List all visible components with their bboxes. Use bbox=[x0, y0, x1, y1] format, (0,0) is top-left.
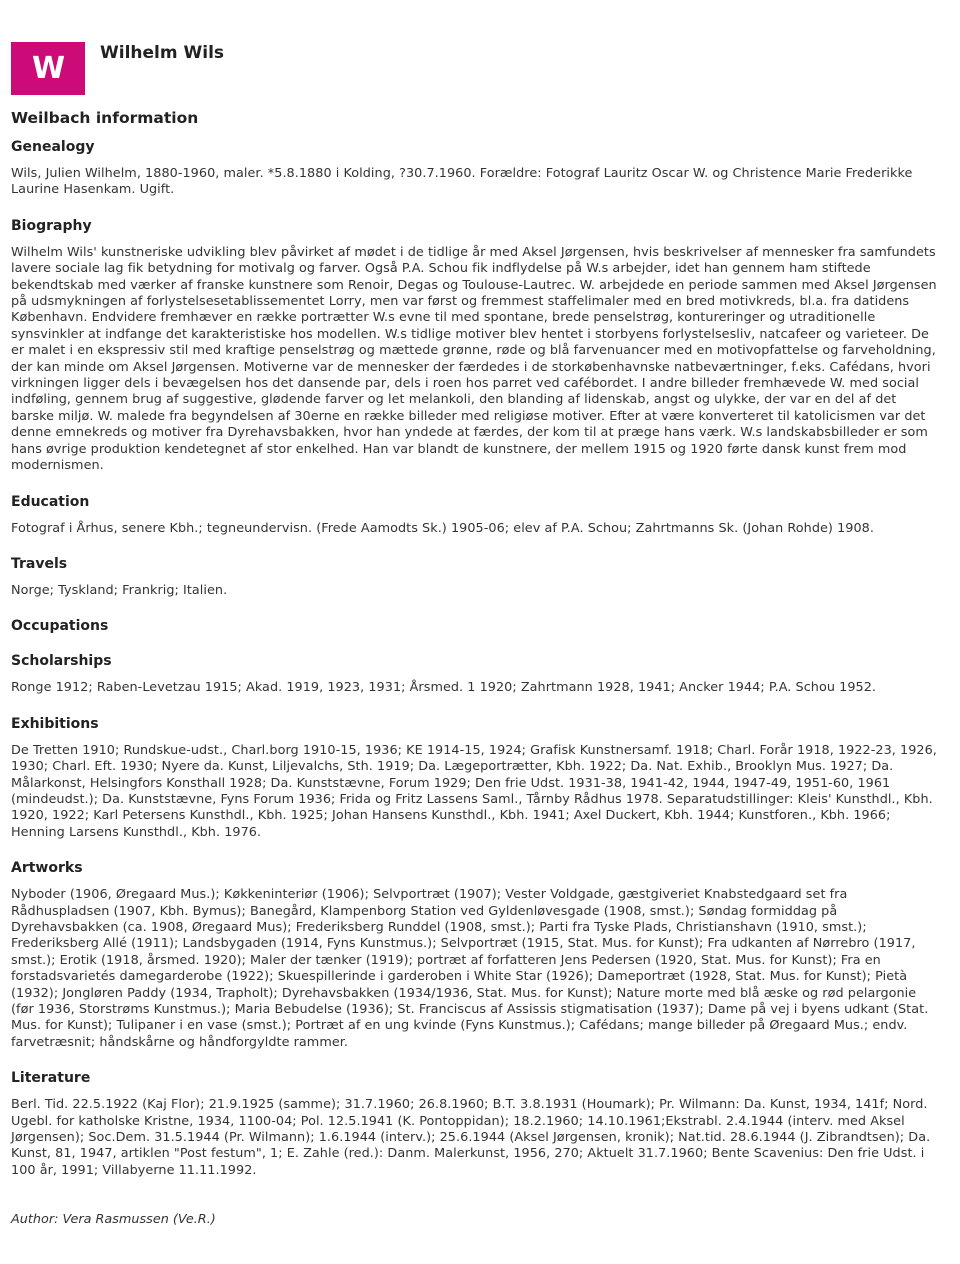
artworks-heading: Artworks bbox=[11, 860, 83, 877]
education-text: Fotograf i Århus, senere Kbh.; tegneundervisn. (Frede Aamodts Sk.) 1905-06; elev af P.A. Schou; Zahrtmanns Sk. (Johan Rohde) 1908. bbox=[11, 520, 874, 536]
exhibitions-text: De Tretten 1910; Rundskue-udst., Charl.borg 1910-15, 1936; KE 1914-15, 1924; Grafisk Kunstnersamf. 1918; Charl. Forår 1918, 1922-23, 1926, 1930; Charl. Eft. 1930; Nyere da. Kunst, Liljevalchs, Sth. 1919; Da. Lægeportrætter, Kbh. 1922; Da. Nat. Exhib., Brooklyn Mus. 1927; Da. Målarkonst, Helsingfors Konsthall 1928; Da. Kunststævne, Forum 1929; Den frie Udst. 1931-38, 1941-42, 1944, 1947-49, 1951-60, 1961 (mindeudst.); Da. Kunststævne, Fyns Forum 1936; Frida og Fritz Lassens Saml., Tårnby Rådhus 1978. Separatudstillinger: Kleis' Kunsthdl., Kbh. 1920, 1922; Karl Petersens Kunsthdl., Kbh. 1925; Johan Hansens Kunsthdl., Kbh. 1941; Axel Duckert, Kbh. 1944; Kunstforen., Kbh. 1966; Henning Larsens Kunsthdl., Kbh. 1976. bbox=[11, 742, 937, 840]
scholarships-text: Ronge 1912; Raben-Levetzau 1915; Akad. 1919, 1923, 1931; Årsmed. 1 1920; Zahrtmann 1928, 1941; Ancker 1944; P.A. Schou 1952. bbox=[11, 680, 877, 696]
author-credit: Author: Vera Rasmussen (Ve.R.) bbox=[11, 1212, 216, 1228]
biography-text: Wilhelm Wils' kunstneriske udvikling blev påvirket af mødet i de tidlige år med Aksel Jørgensen, hvis beskrivelser af mennesker fra samfundets lavere sociale lag fik betydning for motivalg og farver. Også P.A. Schou fik indflydelse på W.s arbejder, idet han gennem ham stiftede bekendtskab med værker af franske kunstnere som Renoir, Degas og Toulouse-Lautrec. W. arbejdede en periode sammen med Aksel Jørgensen på udsmykningen af forlystelsesetablissementet Lorry, men var først og fremmest staffelimaler med en bred motivkreds, bl.a. fra datidens København. Endvidere fremhæver en række portrætter W.s evne til med spontane, brede penselstrøg, kontureringer og utraditionelle synsvinkler at indfange det karakteristiske hos modellen. W.s tidlige motiver blev hentet i storbyens forlystelsesliv, natcafeer og varieteer. De er malet i en ekspressiv stil med kraftige penselstrøg og mættede grønne, røde og blå farvenuancer med en motivopfattelse og farveholdning, der kan minde om Aksel Jørgensen. Motiverne var de mennesker der færdedes i de storkøbenhavnske natbeværtninger, f.eks. Cafédans, hvori virkningen ligger dels i bevægelsen hos det dansende par, dels i roen hos parret ved cafébordet. I andre billeder fremhævede W. med social indføling, gennem brug af suggestive, glødende farver og let melankoli, den blanding af lidenskab, angst og ulykke, der var en del af det barske miljø. W. malede fra begyndelsen af 30erne en række billeder med religiøse motiver. Efter at være konverteret til katolicismen var det denne emnekreds og motiver fra Dyrehavsbakken, hvor han yndede at færdes, der kom til at præge hans værk. W.s landskabsbilleder er som hans øvrige produktion kendetegnet af stor enkelhed. Han var blandt de kunstnere, der mellem 1915 og 1920 førte dansk kunst frem mod modernismen. bbox=[11, 244, 937, 474]
exhibitions-heading: Exhibitions bbox=[11, 715, 99, 732]
genealogy-heading: Genealogy bbox=[11, 139, 95, 155]
artist-name: Wilhelm Wils bbox=[100, 43, 225, 63]
education-heading: Education bbox=[11, 493, 90, 510]
logo-letter: W bbox=[31, 51, 65, 86]
header bbox=[11, 42, 941, 96]
biography-heading: Biography bbox=[11, 217, 92, 234]
travels-text: Norge; Tyskland; Frankrig; Italien. bbox=[11, 582, 228, 598]
literature-heading: Literature bbox=[11, 1070, 91, 1087]
literature-text: Berl. Tid. 22.5.1922 (Kaj Flor); 21.9.1925 (samme); 31.7.1960; 26.8.1960; B.T. 3.8.1931 (Houmark); Pr. Wilmann: Da. Kunst, 1934, 141f; Nord. Ugebl. for katholske Kristne, 1934, 1100-04; Pol. 12.5.1941 (K. Pontoppidan); 18.2.1960; 14.10.1961;Ekstrabl. 2.4.1944 (interv. med Aksel Jørgensen); Soc.Dem. 31.5.1944 (Pr. Wilmann); 1.6.1944 (interv.); 25.6.1944 (Aksel Jørgensen, kronik); Nat.tid. 28.6.1944 (J. Zibrandtsen); Da. Kunst, 81, 1947, artiklen "Post festum", 1; E. Zahle (red.): Danm. Malerkunst, 1956, 270; Aktuelt 31.7.1960; Bente Scavenius: Den frie Udst. i 100 år, 1991; Villabyerne 11.11.1992. bbox=[11, 1097, 931, 1178]
scholarships-heading: Scholarships bbox=[11, 653, 112, 670]
page-content bbox=[11, 42, 941, 1227]
occupations-heading: Occupations bbox=[11, 618, 109, 635]
artworks-text: Nyboder (1906, Øregaard Mus.); Køkkeninteriør (1906); Selvportræt (1907); Vester Voldgade, gæstgiveriet Knabstedgaard set fra Rådhuspladsen (1907, Kbh. Bymus); Banegård, Klampenborg Station ved Gyldenløvesgade (1908, smst.); Søndag formiddag på Dyrehavsbakken (ca. 1908, Øregaard Mus); Frederiksberg Runddel (1908, smst.); Parti fra Tyske Plads, Christianshavn (1910, smst.); Frederiksberg Allé (1911); Landsbygaden (1914, Fyns Kunstmus.); Selvportræt (1915, Stat. Mus. for Kunst); Fra udkanten af Nørrebro (1917, smst.); Erotik (1918, årsmed. 1920); Maler der tænker (1919); portræt af forfatteren Jens Pedersen (1920, Stat. Mus. for Kunst); Fra en forstadsvarietés damegarderobe (1922); Skuespillerinde i garderoben i White Star (1926); Dameportræt (1928, Stat. Mus. for Kunst); Pietà (1932); Jongløren Paddy (1934, Trapholt); Dyrehavsbakken (1934/1936, Stat. Mus. for Kunst); Nature morte med blå æske og rød pelargonie (før 1936, Storstrøms Kunstmus.); Maria Bebudelse (1936); St. Franciscus af Assissis stigmatisation (1937); Dame på vej i byens udkant (Stat. Mus. for Kunst); Tulipaner i en vase (smst.); Portræt af en ung kvinde (Fyns Kunstmus.); Cafédans; mange billeder på Øregaard Mus.; endv. farvetræsnit; håndskårne og håndforgyldte rammer. bbox=[11, 887, 929, 1050]
main-title: Weilbach information bbox=[11, 109, 199, 127]
genealogy-text: Wils, Julien Wilhelm, 1880-1960, maler. *5.8.1880 i Kolding, ?30.7.1960. Forældre: Fotograf Lauritz Oscar W. og Christence Marie Frederikke Laurine Hasenkam. Ugift. bbox=[11, 166, 913, 198]
weilbach-logo bbox=[11, 42, 85, 95]
travels-heading: Travels bbox=[11, 555, 68, 572]
